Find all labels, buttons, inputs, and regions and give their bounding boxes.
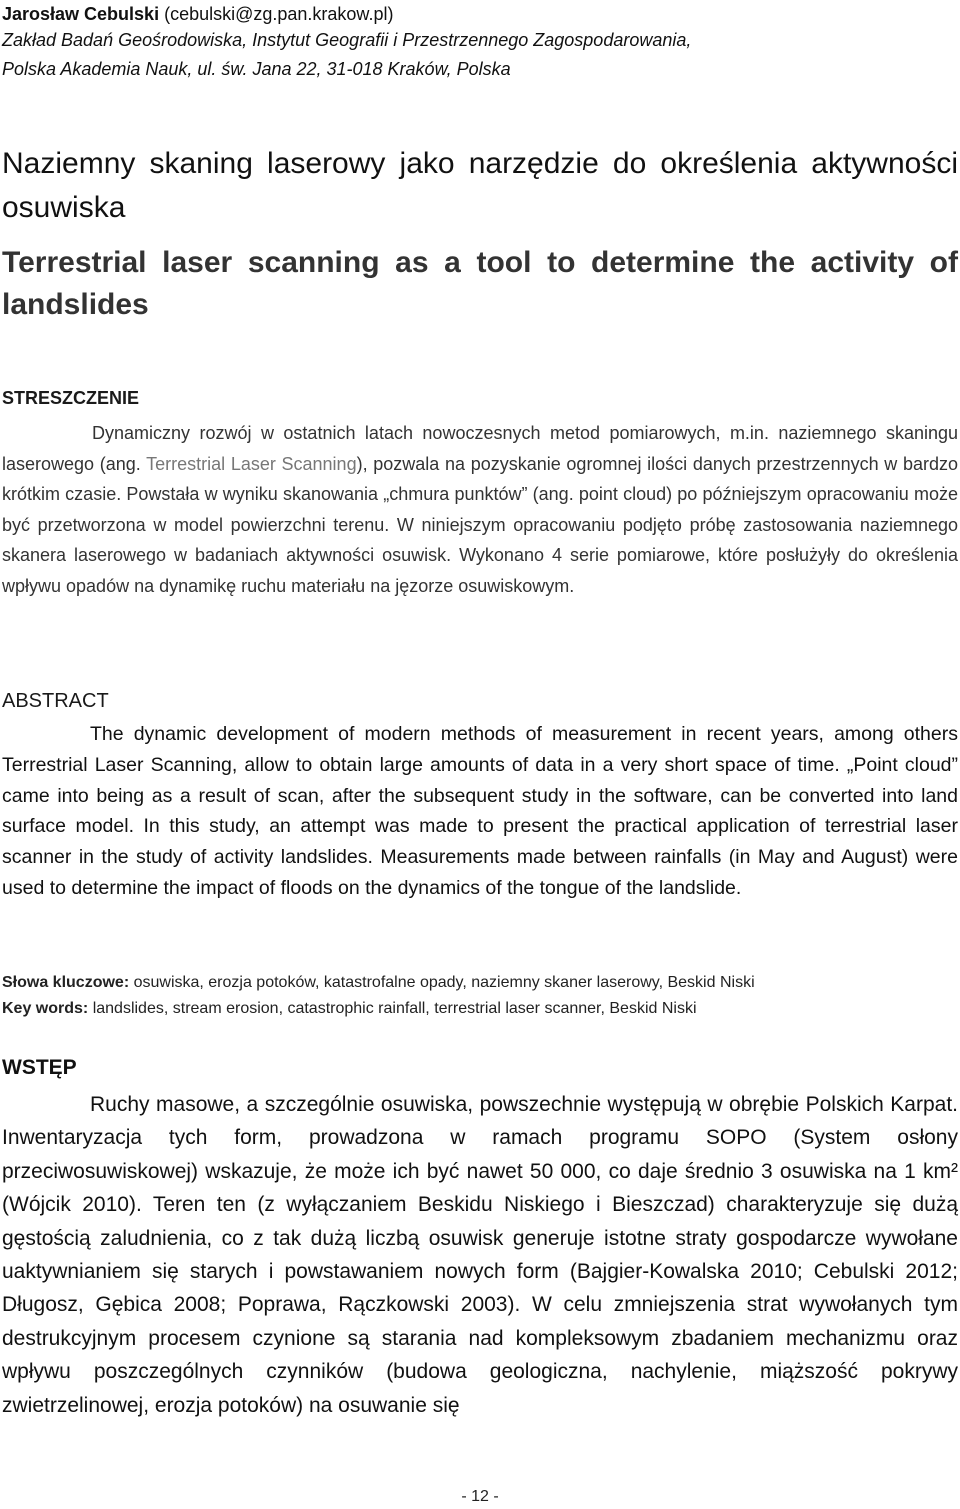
keywords-label: Key words: (2, 1000, 89, 1017)
streszczenie-gray-text: Terrestrial Laser Scanning (146, 453, 357, 474)
section-heading-streszczenie: STRESZCZENIE (2, 388, 140, 408)
author-email: (cebulski@zg.pan.krakow.pl) (159, 4, 394, 24)
section-heading-wstep: WSTĘP (2, 1056, 77, 1079)
author-name: Jarosław Cebulski (2, 4, 160, 24)
author-line (2, 2, 952, 26)
keywords-label: Słowa kluczowe: (2, 974, 130, 991)
keywords-english (2, 996, 958, 1022)
keywords-text: landslides, stream erosion, catastrophic rainfall, terrestrial laser scanner, Beskid Niski (88, 1000, 697, 1017)
keywords-text: osuwiska, erozja potoków, katastrofalne opady, naziemny skaner laserowy, Beskid Niski (129, 974, 755, 991)
section-heading-abstract: ABSTRACT (2, 690, 109, 712)
title-english: Terrestrial laser scanning as a tool to determine the activity of landslides (2, 246, 958, 321)
streszczenie-text: Dynamiczny rozwój w ostatnich latach nowoczesnych metod pomiarowych, m.in. naziemnego skaningu laserowego (ang. (2, 423, 958, 474)
page-number: - 12 - (461, 1488, 499, 1505)
wstep-paragraph: Ruchy masowe, a szczególnie osuwiska, powszechnie występują w obrębie Polskich Karpat. Inwentaryzacja tych form, prowadzona w ramach programu SOPO (System osłony przeciwosuwiskowej) wskazuje, że może ich być nawet 50 000, co daje średnio 3 osuwiska na 1 km² (Wójcik 2010). Teren ten (z wyłączaniem Beskidu Niskiego i Bieszczad) charakteryzuje się dużą gęstością zaludnienia, co z tak dużą liczbą osuwisk generuje istotne straty gospodarcze wywołane uaktywnianiem się starych i powstawaniem nowych form (Bajgier-Kowalska 2010; Cebulski 2012; Długosz, Gębica 2008; Poprawa, Rączkowski 2003). W celu zmniejszenia strat wywołanych tym destrukcyjnym procesem czynione są starania nad kompleksowym zbadaniem mechanizmu oraz wpływu poszczególnych czynników (budowa geologiczna, nachylenie, miąższość pokrywy zwietrzelinowej, erozja potoków) na osuwanie się (2, 1093, 958, 1417)
affiliation-line: Zakład Badań Geośrodowiska, Instytut Geografii i Przestrzennego Zagospodarowania, (2, 30, 692, 50)
author-block (2, 2, 952, 84)
keywords-block (2, 970, 958, 1022)
abstract-paragraph: The dynamic development of modern methods of measurement in recent years, among others Terrestrial Laser Scanning, allow to obtain large amounts of data in a very short space of time. „Point cloud” came into being as a result of scan, after the subsequent study in the software, can be converted into land surface model. In this study, an attempt was made to present the practical application of terrestrial laser scanner in the study of activity landslides. Measurements made between rainfalls (in May and August) were used to determine the impact of floods on the dynamics of the tongue of the landslide. (2, 723, 958, 899)
affiliation-line: Polska Akademia Nauk, ul. św. Jana 22, 31-018 Kraków, Polska (2, 59, 511, 79)
streszczenie-text: ), pozwala na pozyskanie ogromnej ilości danych przestrzennych w bardzo krótkim czasie. Powstała w wyniku skanowania „chmura punktów” (ang. point cloud) po późniejszym opracowaniu może być przetworzona w model powierzchni terenu. W niniejszym opracowaniu podjęto próbę zastosowania naziemnego skanera laserowego w badaniach aktywności osuwisk. Wykonano 4 serie pomiarowe, które posłużyły do określenia wpływu opadów na dynamikę ruchu materiału na jęzorze osuwiskowym. (2, 453, 958, 596)
title-polish: Naziemny skaning laserowy jako narzędzie do określenia aktywności osuwiska (2, 147, 958, 224)
keywords-polish (2, 970, 958, 996)
streszczenie-paragraph (2, 418, 958, 602)
